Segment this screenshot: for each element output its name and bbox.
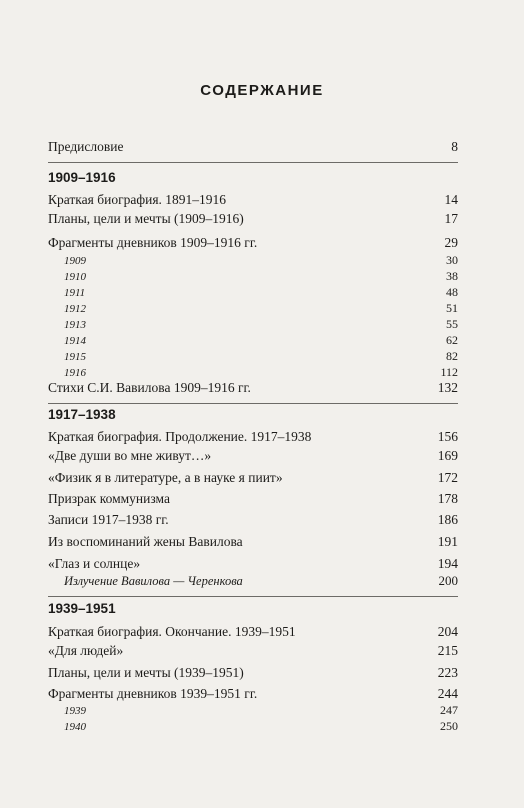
- section-heading: 1917–1938: [48, 407, 116, 422]
- toc-entry-page: 169: [437, 448, 458, 463]
- toc-entry-label: 1911: [64, 287, 86, 299]
- toc-entry[interactable]: [48, 686, 458, 702]
- toc-entry-page: 156: [437, 429, 458, 444]
- toc-entry-label: Фрагменты дневников 1939–1951 гг.: [48, 686, 258, 701]
- toc-entry[interactable]: [48, 534, 458, 550]
- toc-year-entry[interactable]: [64, 284, 458, 301]
- toc-year-entry[interactable]: [64, 316, 458, 333]
- section-heading: 1939–1951: [48, 601, 116, 616]
- section-divider: [48, 162, 458, 163]
- toc-sub-entry[interactable]: [64, 573, 458, 589]
- toc-entry-label: Краткая биография. 1891–1916: [48, 192, 227, 207]
- section-heading: 1909–1916: [48, 170, 116, 185]
- toc-entry-label: Из воспоминаний жены Вавилова: [48, 534, 243, 549]
- toc-entry-page: 48: [446, 285, 458, 299]
- toc-entry-label: Излучение Вавилова — Черенкова: [64, 574, 243, 588]
- toc-entry-page: 204: [437, 624, 458, 639]
- toc-year-entry[interactable]: [64, 332, 458, 349]
- toc-entry-page: 38: [446, 269, 458, 283]
- toc-entry-page: 30: [446, 253, 458, 267]
- toc-entry-label: 1914: [64, 335, 86, 347]
- toc-entry-label: Планы, цели и мечты (1939–1951): [48, 665, 244, 680]
- toc-entry[interactable]: [48, 624, 458, 640]
- toc-entry-page: 51: [446, 301, 458, 315]
- toc-entry-label: «Глаз и солнце»: [48, 556, 141, 571]
- toc-entry-page: 112: [440, 365, 458, 379]
- toc-entry-page: 55: [446, 317, 458, 331]
- toc-entry-page: 29: [444, 235, 458, 250]
- toc-entry-page: 8: [451, 139, 458, 154]
- toc-entry-page: 17: [444, 211, 458, 226]
- toc-entry-label: 1939: [64, 705, 86, 717]
- toc-entry-page: 244: [437, 686, 458, 701]
- toc-entry-preface[interactable]: [48, 139, 458, 155]
- toc-entry-label: 1940: [64, 721, 86, 733]
- toc-entry[interactable]: [48, 643, 458, 659]
- toc-year-entry[interactable]: [64, 364, 458, 381]
- toc-entry-label: Предисловие: [48, 139, 124, 154]
- toc-entry-label: «Для людей»: [48, 643, 124, 658]
- toc-entry-label: Планы, цели и мечты (1909–1916): [48, 211, 244, 226]
- page-title: СОДЕРЖАНИЕ: [200, 82, 324, 99]
- section-divider: [48, 596, 458, 597]
- toc-entry-label: «Две души во мне живут…»: [48, 448, 212, 463]
- toc-year-entry[interactable]: [64, 702, 458, 719]
- toc-entry-page: 191: [437, 534, 458, 549]
- toc-entry-label: Фрагменты дневников 1909–1916 гг.: [48, 235, 258, 250]
- toc-entry[interactable]: [48, 448, 458, 464]
- toc-entry-page: 14: [444, 192, 458, 207]
- toc-entry[interactable]: [48, 235, 458, 251]
- toc-entry[interactable]: [48, 556, 458, 572]
- toc-entry-page: 132: [437, 380, 458, 395]
- toc-entry-page: 247: [440, 703, 458, 717]
- toc-entry-label: Стихи С.И. Вавилова 1909–1916 гг.: [48, 380, 251, 395]
- toc-entry[interactable]: [48, 491, 458, 507]
- toc-entry-label: «Физик я в литературе, а в науке я пиит»: [48, 470, 283, 485]
- toc-entry-page: 194: [437, 556, 458, 571]
- toc-year-entry[interactable]: [64, 300, 458, 317]
- toc-entry-page: 82: [446, 349, 458, 363]
- toc-entry-label: 1909: [64, 255, 86, 267]
- toc-entry-label: Призрак коммунизма: [48, 491, 170, 506]
- toc-entry[interactable]: [48, 665, 458, 681]
- toc-entry-label: 1910: [64, 271, 86, 283]
- toc-entry-page: 178: [437, 491, 458, 506]
- toc-year-entry[interactable]: [64, 348, 458, 365]
- toc-entry-page: 250: [440, 719, 458, 733]
- toc-entry-page: 186: [437, 512, 458, 527]
- toc-entry[interactable]: [48, 380, 458, 396]
- toc-entry-page: 200: [438, 573, 458, 588]
- toc-entry-page: 223: [437, 665, 458, 680]
- toc-entry[interactable]: [48, 470, 458, 486]
- toc-entry-label: 1912: [64, 303, 86, 315]
- toc-entry[interactable]: [48, 211, 458, 227]
- toc-entry-label: 1913: [64, 319, 86, 331]
- toc-entry[interactable]: [48, 192, 458, 208]
- toc-entry[interactable]: [48, 429, 458, 445]
- toc-entry-page: 215: [437, 643, 458, 658]
- section-divider: [48, 403, 458, 404]
- toc-entry-label: Краткая биография. Окончание. 1939–1951: [48, 624, 296, 639]
- toc-entry-label: Краткая биография. Продолжение. 1917–1938: [48, 429, 312, 444]
- toc-entry-page: 172: [437, 470, 458, 485]
- toc-entry-page: 62: [446, 333, 458, 347]
- toc-year-entry[interactable]: [64, 252, 458, 269]
- toc-entry-label: 1915: [64, 351, 86, 363]
- toc-year-entry[interactable]: [64, 718, 458, 735]
- toc-entry-label: 1916: [64, 367, 86, 379]
- toc-entry-label: Записи 1917–1938 гг.: [48, 512, 169, 527]
- toc-year-entry[interactable]: [64, 268, 458, 285]
- toc-entry[interactable]: [48, 512, 458, 528]
